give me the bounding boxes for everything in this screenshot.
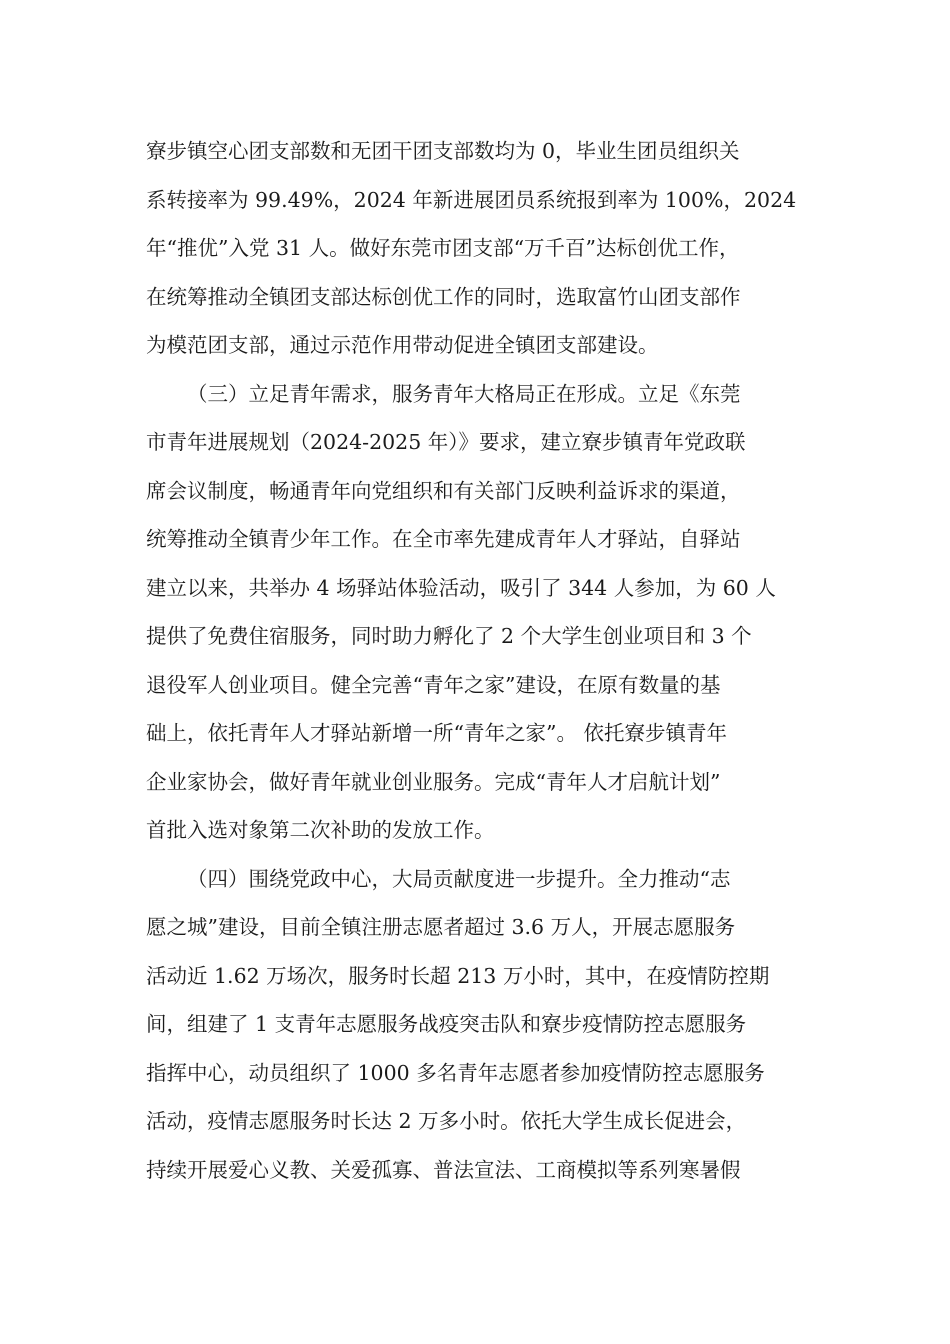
text-line: 指挥中心，动员组织了 1000 多名青年志愿者参加疫情防控志愿服务: [146, 1060, 765, 1085]
paragraph-2: [146, 370, 826, 855]
text-line: （三）立足青年需求，服务青年大格局正在形成。立足《东莞: [187, 381, 741, 406]
document-body: [146, 127, 826, 1194]
text-line: 年“推优”入党 31 人。做好东莞市团支部“万千百”达标创优工作，: [146, 236, 740, 260]
paragraph-3: [146, 855, 826, 1195]
text-line: 席会议制度，畅通青年向党组织和有关部门反映利益诉求的渠道，: [146, 478, 741, 503]
text-line: 企业家协会，做好青年就业创业服务。完成“青年人才启航计划”: [146, 769, 721, 794]
text-line: 系转接率为 99.49%，2024 年新进展团员系统报到率为 100%，2024: [146, 187, 797, 212]
text-line: 活动近 1.62 万场次，服务时长超 213 万小时，其中，在疫情防控期: [146, 963, 770, 988]
paragraph-1: [146, 127, 826, 370]
text-line: 在统筹推动全镇团支部达标创优工作的同时，选取富竹山团支部作: [146, 284, 741, 309]
text-line: 市青年进展规划（2024-2025 年）》要求，建立寮步镇青年党政联: [146, 430, 746, 454]
text-line: 间，组建了 1 支青年志愿服务战疫突击队和寮步疫情防控志愿服务: [146, 1012, 747, 1036]
text-line: 建立以来，共举办 4 场驿站体验活动，吸引了 344 人参加，为 60 人: [146, 575, 776, 600]
text-line: 退役军人创业项目。健全完善“青年之家”建设，在原有数量的基: [146, 672, 721, 697]
text-line: 础上，依托青年人才驿站新增一所“青年之家”。 依托寮步镇青年: [146, 721, 727, 745]
text-line: （四）围绕党政中心，大局贡献度进一步提升。全力推动“志: [187, 866, 731, 891]
text-line: 统筹推动全镇青少年工作。在全市率先建成青年人才驿站，自驿站: [146, 527, 741, 551]
text-line: 愿之城”建设，目前全镇注册志愿者超过 3.6 万人，开展志愿服务: [146, 915, 736, 939]
text-line: 活动，疫情志愿服务时长达 2 万多小时。依托大学生成长促进会，: [146, 1109, 747, 1133]
text-line: 提供了免费住宿服务，同时助力孵化了 2 个大学生创业项目和 3 个: [146, 624, 752, 648]
text-line: 持续开展爱心义教、关爱孤寡、普法宣法、工商模拟等系列寒暑假: [146, 1157, 741, 1182]
text-line: 为模范团支部，通过示范作用带动促进全镇团支部建设。: [146, 333, 659, 357]
text-line: 首批入选对象第二次补助的发放工作。: [146, 818, 495, 842]
text-line: 寮步镇空心团支部数和无团干团支部数均为 0，毕业生团员组织关: [146, 139, 740, 163]
